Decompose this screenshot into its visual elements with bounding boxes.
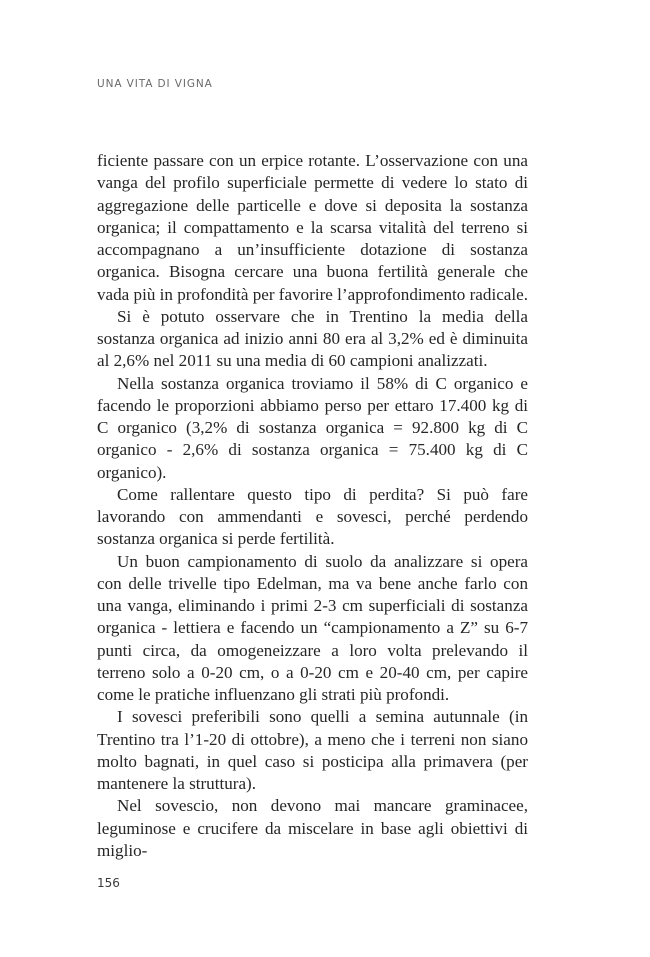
page-number: 156 — [97, 876, 120, 890]
body-text — [97, 150, 528, 862]
paragraph-3: Nella sostanza organica troviamo il 58% di C organico e facendo le proporzioni abbiamo perso per ettaro 17.400 kg di C organico (3,2% di sostanza organica = 92.800 kg di C organico - 2,6% di sostanza organica = 75.400 kg di C organico). — [97, 373, 528, 482]
paragraph-2: Si è potuto osservare che in Trentino la media della sostanza organica ad inizio anni 80 era al 3,2% ed è diminuita al 2,6% nel 2011 su una media di 60 campioni analizzati. — [97, 306, 528, 371]
paragraph-5: Un buon campionamento di suolo da analizzare si opera con delle trivelle tipo Edelman, ma va bene anche farlo con una vanga, eliminando i primi 2-3 cm superficiali di sostanza organica - lettiera e facendo un “campionamento a Z” su 6-7 punti circa, da omogeneizzare a loro volta prelevando il terreno solo a 0-20 cm, o a 0-20 cm e 20-40 cm, per capire come le pratiche influenzano gli strati più profondi. — [97, 551, 528, 704]
paragraph-7: Nel sovescio, non devono mai mancare graminacee, leguminose e crucifere da miscelare in base agli obiettivi di miglio- — [97, 796, 528, 860]
paragraph-1: ficiente passare con un erpice rotante. L’osservazione con una vanga del profilo superficiale permette di vedere lo stato di aggregazione delle particelle e dove si deposita la sostanza organica; il compattamento e la scarsa vitalità del terreno si accompagnano a un’insufficiente dotazione di sostanza organica. Bisogna cercare una buona fertilità generale che vada più in profondità per favorire l’approfondimento radicale. — [97, 151, 528, 304]
paragraph-4: Come rallentare questo tipo di perdita? Si può fare lavorando con ammendanti e sovesci, perché perdendo sostanza organica si perde fertilità. — [97, 484, 528, 549]
paragraph-6: I sovesci preferibili sono quelli a semina autunnale (in Trentino tra l’1-20 di ottobre), a meno che i terreni non siano molto bagnati, in quel caso si posticipa alla primavera (per mantenere la struttura). — [97, 707, 528, 793]
running-head: UNA VITA DI VIGNA — [97, 78, 213, 90]
